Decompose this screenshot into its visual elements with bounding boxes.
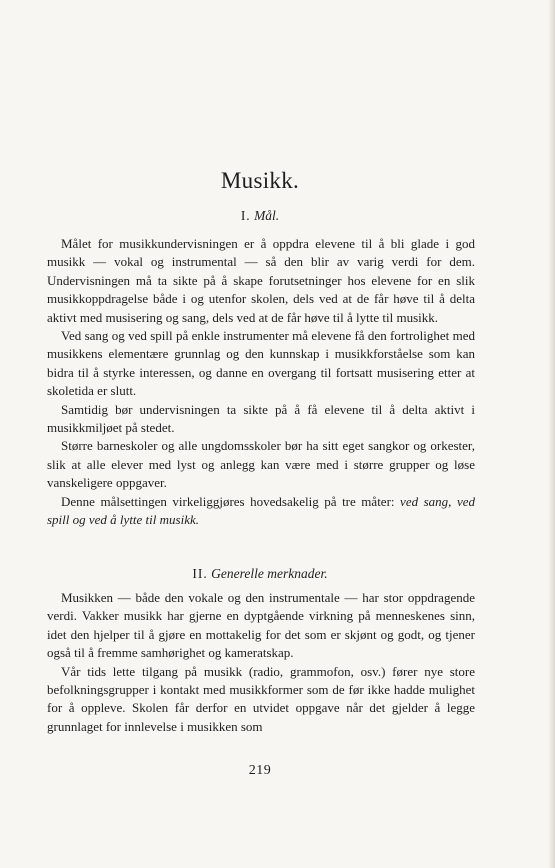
- section-number: II.: [192, 566, 208, 581]
- section-heading-2: [0, 566, 520, 582]
- chapter-title: Musikk.: [220, 168, 300, 193]
- section-title: Mål.: [254, 208, 280, 223]
- section-title: Generelle merknader.: [211, 566, 328, 581]
- page-number: 219: [248, 763, 272, 778]
- section-heading-1: [0, 208, 520, 224]
- paragraph-emphasis: ved sang, ved spill og ved å lytte til musikk.: [47, 493, 475, 528]
- page-edge: [549, 0, 555, 868]
- paragraph-lead: Denne målsettingen virkeliggjøres hovedsakelig på tre måter:: [61, 493, 401, 509]
- paragraph: Større barneskoler og alle ungdomsskoler bør ha sitt eget sangkor og orkester, slik at alle elever med lyst og anlegg kan være med i større grupper og løse vanskeligere oppgaver.: [47, 438, 475, 491]
- paragraph: [47, 493, 475, 530]
- paragraph: Ved sang og ved spill på enkle instrumenter må elevene få den fortrolighet med musikkens elementære grunnlag og den kunnskap i musikkforståelse som kan bidra til å styrke interessen, og danne en overgang til fortsatt musisering etter at skoletida er slutt.: [47, 328, 475, 399]
- paragraph: Vår tids lette tilgang på musikk (radio, grammofon, osv.) fører nye store befolkningsgrupper i kontakt med musikkformer som de før ikke hadde mulighet for å oppleve. Skolen får derfor en utvidet oppgave når det gjelder å legge grunnlaget for innlevelse i musikken som: [47, 663, 475, 734]
- section-body-1: [47, 235, 475, 530]
- section-number: I.: [240, 208, 251, 223]
- paragraph: Målet for musikkundervisningen er å oppdra elevene til å bli glade i god musikk — vokal og instrumental — så den blir av varig verdi for dem. Undervisningen må ta sikte på å skape forutsetninger hos elevene for en slik musikkoppdragelse både i og utenfor skolen, dels ved at de får høve til å delta aktivt med musisering og sang, dels ved at de får høve til å lytte til musikk.: [47, 236, 475, 325]
- paragraph: Samtidig bør undervisningen ta sikte på å få elevene til å delta aktivt i musikkmiljøet på stedet.: [47, 401, 475, 436]
- paragraph: Musikken — både den vokale og den instrumentale — har stor oppdragende verdi. Vakker musikk har gjerne en dyptgående virkning på menneskenes sinn, idet den hjelper til å gjøre en mottakelig for det som er skjønt og godt, og tjener også til å fremme samhørighet og kameratskap.: [47, 590, 475, 661]
- section-body-2: [47, 589, 475, 736]
